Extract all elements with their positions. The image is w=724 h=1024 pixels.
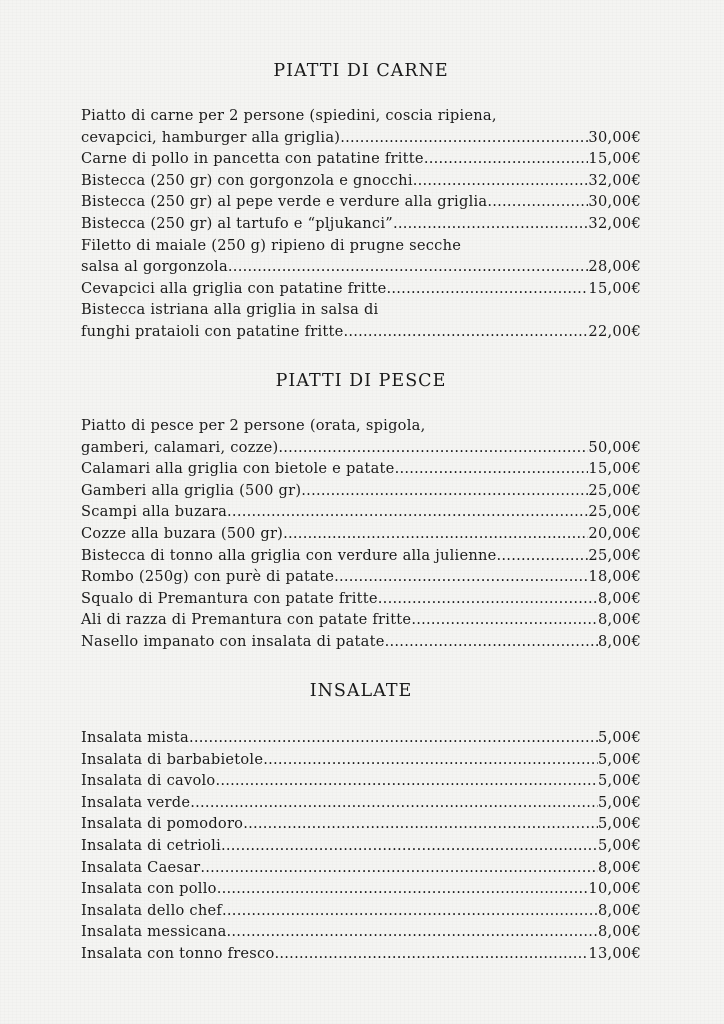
dot-leader bbox=[222, 900, 598, 922]
menu-item bbox=[81, 835, 641, 857]
item-price: 30,00€ bbox=[588, 128, 641, 146]
item-name: Bistecca (250 gr) al pepe verde e verdure alla griglia bbox=[81, 193, 488, 211]
item-name: salsa al gorgonzola bbox=[81, 258, 228, 276]
dot-leader bbox=[424, 148, 589, 170]
item-name: Nasello impanato con insalata di patate bbox=[81, 632, 385, 650]
section-title: INSALATE bbox=[309, 681, 413, 701]
item-name: funghi prataioli con patatine fritte bbox=[81, 322, 344, 340]
dot-leader bbox=[301, 480, 588, 502]
item-name: Bistecca (250 gr) al tartufo e “pljukanci” bbox=[81, 214, 393, 232]
menu-item bbox=[81, 749, 641, 771]
dot-leader bbox=[221, 835, 598, 857]
item-name: Insalata mista bbox=[81, 729, 189, 746]
dot-leader bbox=[283, 523, 588, 545]
dot-leader bbox=[278, 437, 588, 459]
item-name: Bistecca di tonno alla griglia con verdure alla julienne bbox=[81, 546, 497, 564]
item-name: Insalata di cetrioli bbox=[81, 836, 222, 854]
item-price: 25,00€ bbox=[588, 481, 641, 499]
item-price: 8,00€ bbox=[597, 901, 641, 919]
menu-item bbox=[81, 105, 641, 148]
item-name: Insalata di barbabietole bbox=[81, 750, 264, 768]
section-title: PIATTI DI CARNE bbox=[273, 61, 449, 81]
dot-leader bbox=[340, 127, 588, 149]
menu-item bbox=[81, 588, 641, 610]
dot-leader bbox=[411, 609, 598, 631]
item-price: 10,00€ bbox=[588, 880, 641, 898]
item-price: 5,00€ bbox=[597, 793, 641, 811]
dot-leader bbox=[190, 792, 598, 814]
item-price: 22,00€ bbox=[588, 322, 641, 340]
item-price: 25,00€ bbox=[588, 546, 641, 564]
item-name: Cozze alla buzara (500 gr) bbox=[81, 524, 284, 542]
item-price: 8,00€ bbox=[597, 632, 641, 650]
item-name: Insalata verde bbox=[81, 793, 191, 811]
menu-list bbox=[81, 105, 641, 343]
item-price: 8,00€ bbox=[597, 923, 641, 941]
menu-item bbox=[81, 727, 641, 749]
item-price: 5,00€ bbox=[597, 772, 641, 790]
menu-item bbox=[81, 480, 641, 502]
dot-leader bbox=[227, 921, 598, 943]
menu-item bbox=[81, 566, 641, 588]
item-name: Rombo (250g) con purè di patate bbox=[81, 568, 335, 586]
dot-leader bbox=[263, 749, 598, 771]
item-price: 15,00€ bbox=[588, 279, 641, 297]
section-title: PIATTI DI PESCE bbox=[275, 371, 447, 391]
item-price: 32,00€ bbox=[588, 171, 641, 189]
dot-leader bbox=[487, 191, 588, 213]
menu-item bbox=[81, 299, 641, 342]
dot-leader bbox=[243, 813, 598, 835]
item-name-line: Bistecca istriana alla griglia in salsa di bbox=[81, 301, 379, 319]
item-name: Insalata Caesar bbox=[81, 858, 201, 876]
dot-leader bbox=[385, 631, 598, 653]
dot-leader bbox=[343, 321, 588, 343]
item-name: Carne di pollo in pancetta con patatine fritte bbox=[81, 150, 424, 168]
menu-item bbox=[81, 943, 641, 965]
menu-item bbox=[81, 900, 641, 922]
item-name-line: Piatto di carne per 2 persone (spiedini, coscia ripiena, bbox=[81, 107, 497, 124]
dot-leader bbox=[334, 566, 588, 588]
menu-item bbox=[81, 857, 641, 879]
dot-leader bbox=[395, 458, 589, 480]
dot-leader bbox=[217, 878, 589, 900]
dot-leader bbox=[393, 213, 588, 235]
item-name: Ali di razza di Premantura con patate fritte bbox=[81, 611, 412, 629]
menu-list bbox=[81, 415, 641, 653]
menu-item bbox=[81, 501, 641, 523]
item-name: gamberi, calamari, cozze) bbox=[81, 438, 279, 456]
item-price: 8,00€ bbox=[597, 858, 641, 876]
item-price: 18,00€ bbox=[588, 568, 641, 586]
item-price: 8,00€ bbox=[597, 589, 641, 607]
item-name: Squalo di Premantura con patate fritte bbox=[81, 589, 378, 607]
item-name: cevapcici, hamburger alla griglia) bbox=[81, 128, 341, 146]
item-price: 30,00€ bbox=[588, 193, 641, 211]
dot-leader bbox=[413, 170, 589, 192]
menu-item bbox=[81, 170, 641, 192]
item-price: 5,00€ bbox=[597, 750, 641, 768]
menu-item bbox=[81, 792, 641, 814]
item-price: 50,00€ bbox=[588, 438, 641, 456]
menu-list bbox=[81, 727, 641, 965]
dot-leader bbox=[497, 545, 589, 567]
item-price: 28,00€ bbox=[588, 258, 641, 276]
menu-item bbox=[81, 545, 641, 567]
item-name: Gamberi alla griglia (500 gr) bbox=[81, 481, 302, 499]
item-price: 15,00€ bbox=[588, 150, 641, 168]
menu-item bbox=[81, 148, 641, 170]
menu-item bbox=[81, 191, 641, 213]
item-name-line: Piatto di pesce per 2 persone (orata, spigola, bbox=[81, 417, 426, 434]
item-name-line: Filetto di maiale (250 g) ripieno di prugne secche bbox=[81, 236, 462, 254]
item-name: Insalata con pollo bbox=[81, 880, 217, 898]
item-name: Insalata con tonno fresco bbox=[81, 944, 275, 962]
item-name: Insalata di pomodoro bbox=[81, 815, 244, 833]
menu-item bbox=[81, 770, 641, 792]
dot-leader bbox=[228, 256, 589, 278]
menu-item bbox=[81, 235, 641, 278]
item-price: 25,00€ bbox=[588, 503, 641, 521]
menu-item bbox=[81, 523, 641, 545]
dot-leader bbox=[189, 727, 598, 749]
item-price: 5,00€ bbox=[597, 836, 641, 854]
item-name: Bistecca (250 gr) con gorgonzola e gnocchi bbox=[81, 171, 413, 189]
dot-leader bbox=[387, 278, 589, 300]
menu-item bbox=[81, 921, 641, 943]
item-name: Scampi alla buzara bbox=[81, 503, 228, 521]
menu-item bbox=[81, 458, 641, 480]
item-name: Insalata dello chef bbox=[81, 901, 223, 919]
menu-item bbox=[81, 415, 641, 458]
menu-item bbox=[81, 631, 641, 653]
item-price: 5,00€ bbox=[597, 815, 641, 833]
menu-item bbox=[81, 609, 641, 631]
item-price: 20,00€ bbox=[588, 524, 641, 542]
dot-leader bbox=[215, 770, 598, 792]
item-price: 32,00€ bbox=[588, 214, 641, 232]
menu-item bbox=[81, 278, 641, 300]
item-name: Insalata di cavolo bbox=[81, 772, 216, 790]
item-price: 5,00€ bbox=[597, 729, 641, 746]
dot-leader bbox=[378, 588, 598, 610]
item-name: Cevapcici alla griglia con patatine fritte bbox=[81, 279, 387, 297]
menu-item bbox=[81, 813, 641, 835]
dot-leader bbox=[200, 857, 598, 879]
dot-leader bbox=[227, 501, 588, 523]
item-price: 8,00€ bbox=[597, 611, 641, 629]
item-price: 13,00€ bbox=[588, 944, 641, 962]
dot-leader bbox=[275, 943, 589, 965]
menu-item bbox=[81, 213, 641, 235]
item-price: 15,00€ bbox=[588, 460, 641, 478]
item-name: Insalata messicana bbox=[81, 923, 227, 941]
menu-item bbox=[81, 878, 641, 900]
item-name: Calamari alla griglia con bietole e patate bbox=[81, 460, 395, 478]
